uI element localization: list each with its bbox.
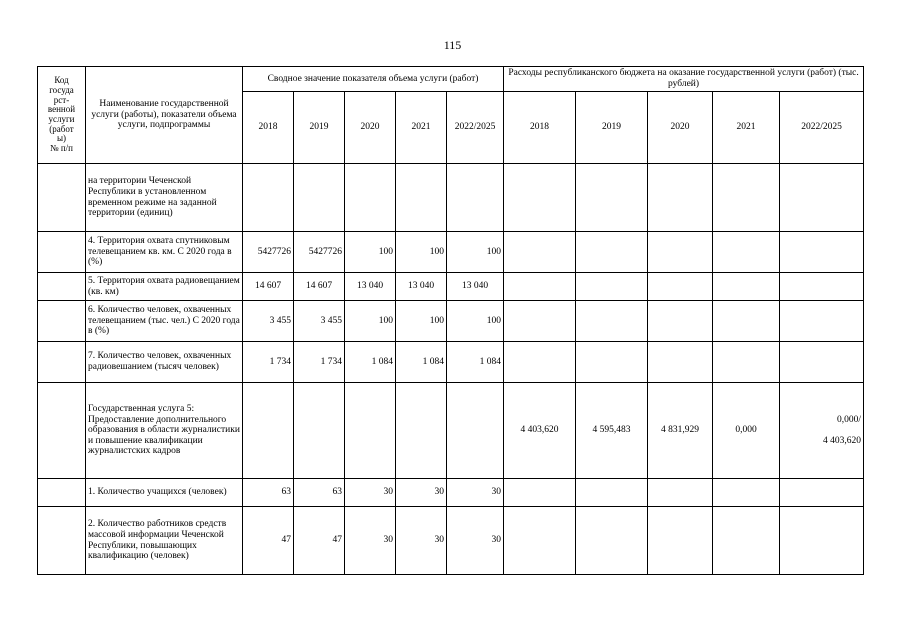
budget-cell	[780, 479, 864, 507]
volume-cell	[447, 383, 504, 479]
volume-cell: 63	[294, 479, 345, 507]
column-group-budget: Расходы республиканского бюджета на оказание государственной услуги (работ) (тыс. рублей)	[504, 67, 864, 92]
table-row	[38, 164, 864, 232]
table-row	[38, 301, 864, 342]
budget-cell	[648, 232, 713, 273]
volume-cell: 100	[345, 232, 396, 273]
volume-cell: 14 607	[243, 273, 294, 301]
column-header-code: Код госуда рст- венной услуги (работ ы) № п/п	[38, 67, 86, 164]
budget-cell	[648, 507, 713, 575]
row-code	[38, 164, 86, 232]
budget-cell: 0,000	[713, 383, 780, 479]
budget-cell	[648, 342, 713, 383]
row-name: 4. Территория охвата спутниковым телевещанием кв. км. С 2020 года в (%)	[86, 232, 243, 273]
budget-cell	[713, 479, 780, 507]
row-name: на территории Чеченской Республики в установленном временном режиме на заданной территории (единиц)	[86, 164, 243, 232]
budget-cell	[780, 164, 864, 232]
volume-cell: 1 734	[294, 342, 345, 383]
volume-cell	[447, 164, 504, 232]
budget-year-header: 2019	[576, 92, 648, 164]
budget-cell	[713, 273, 780, 301]
budget-cell	[576, 232, 648, 273]
budget-cell	[576, 273, 648, 301]
volume-cell: 13 040	[447, 273, 504, 301]
services-table	[37, 66, 864, 575]
budget-cell: 4 831,929	[648, 383, 713, 479]
volume-cell	[396, 164, 447, 232]
budget-cell	[780, 273, 864, 301]
budget-cell	[648, 479, 713, 507]
volume-cell: 30	[396, 507, 447, 575]
volume-cell: 30	[447, 479, 504, 507]
table-row	[38, 232, 864, 273]
budget-cell	[504, 273, 576, 301]
budget-cell	[504, 164, 576, 232]
volume-cell: 13 040	[396, 273, 447, 301]
budget-cell-line: 0,000/	[837, 414, 862, 425]
volume-cell	[345, 164, 396, 232]
volume-cell: 100	[447, 301, 504, 342]
volume-cell: 100	[396, 232, 447, 273]
table-row	[38, 507, 864, 575]
row-name: 1. Количество учащихся (человек)	[86, 479, 243, 507]
volume-cell: 100	[396, 301, 447, 342]
budget-cell	[576, 164, 648, 232]
budget-cell	[576, 479, 648, 507]
budget-cell	[713, 507, 780, 575]
budget-cell	[576, 342, 648, 383]
budget-cell	[648, 273, 713, 301]
volume-cell: 1 084	[396, 342, 447, 383]
row-code	[38, 479, 86, 507]
budget-year-header: 2020	[648, 92, 713, 164]
budget-cell	[504, 301, 576, 342]
column-header-name: Наименование государственной услуги (работы), показатели объема услуги, подпрограммы	[86, 67, 243, 164]
volume-cell: 1 084	[345, 342, 396, 383]
budget-cell	[576, 301, 648, 342]
volume-cell	[345, 383, 396, 479]
row-code	[38, 342, 86, 383]
volume-cell: 3 455	[243, 301, 294, 342]
volume-cell: 5427726	[243, 232, 294, 273]
budget-cell	[780, 232, 864, 273]
row-code	[38, 383, 86, 479]
volume-cell	[294, 164, 345, 232]
budget-cell	[780, 383, 864, 479]
budget-cell	[780, 301, 864, 342]
volume-cell	[243, 164, 294, 232]
budget-cell	[648, 301, 713, 342]
volume-cell: 30	[345, 479, 396, 507]
budget-cell	[504, 479, 576, 507]
volume-year-header: 2019	[294, 92, 345, 164]
volume-cell	[396, 383, 447, 479]
page-number: 115	[443, 38, 462, 52]
volume-cell: 5427726	[294, 232, 345, 273]
budget-cell: 4 403,620	[504, 383, 576, 479]
table-row	[38, 479, 864, 507]
budget-year-header: 2021	[713, 92, 780, 164]
volume-cell: 1 734	[243, 342, 294, 383]
volume-cell: 47	[243, 507, 294, 575]
row-code	[38, 507, 86, 575]
table-row	[38, 342, 864, 383]
row-name: 6. Количество человек, охваченных телевещанием (тыс. чел.) С 2020 года в (%)	[86, 301, 243, 342]
volume-cell: 100	[447, 232, 504, 273]
row-name: Государственная услуга 5: Предоставление дополнительного образования в области журналистики и повышение квалификации журналистских кадров	[86, 383, 243, 479]
volume-cell: 47	[294, 507, 345, 575]
column-group-volume: Сводное значение показателя объема услуги (работ)	[243, 67, 504, 92]
budget-year-header: 2022/2025	[780, 92, 864, 164]
volume-cell: 30	[396, 479, 447, 507]
budget-cell	[648, 164, 713, 232]
budget-cell	[713, 164, 780, 232]
volume-cell	[294, 383, 345, 479]
budget-cell	[780, 507, 864, 575]
header-row-groups	[38, 67, 864, 92]
volume-year-header: 2020	[345, 92, 396, 164]
volume-cell: 30	[345, 507, 396, 575]
row-name: 5. Территория охвата радиовещанием (кв. км)	[86, 273, 243, 301]
budget-year-header: 2018	[504, 92, 576, 164]
budget-cell	[504, 232, 576, 273]
budget-cell-line: 4 403,620	[823, 435, 862, 446]
table-row	[38, 383, 864, 479]
row-name: 2. Количество работников средств массовой информации Чеченской Республики, повышающих квалификацию (человек)	[86, 507, 243, 575]
budget-cell	[713, 232, 780, 273]
volume-year-header: 2021	[396, 92, 447, 164]
budget-cell	[504, 342, 576, 383]
table-row	[38, 273, 864, 301]
row-code	[38, 232, 86, 273]
budget-cell	[504, 507, 576, 575]
volume-cell: 14 607	[294, 273, 345, 301]
budget-cell: 4 595,483	[576, 383, 648, 479]
row-name: 7. Количество человек, охваченных радиовешанием (тысяч человек)	[86, 342, 243, 383]
budget-cell	[780, 342, 864, 383]
volume-cell: 30	[447, 507, 504, 575]
volume-cell: 63	[243, 479, 294, 507]
volume-cell: 3 455	[294, 301, 345, 342]
budget-cell	[576, 507, 648, 575]
budget-cell	[713, 342, 780, 383]
volume-cell: 100	[345, 301, 396, 342]
volume-year-header: 2022/2025	[447, 92, 504, 164]
row-code	[38, 301, 86, 342]
row-code	[38, 273, 86, 301]
volume-cell	[243, 383, 294, 479]
budget-cell	[713, 301, 780, 342]
volume-cell: 13 040	[345, 273, 396, 301]
volume-year-header: 2018	[243, 92, 294, 164]
volume-cell: 1 084	[447, 342, 504, 383]
